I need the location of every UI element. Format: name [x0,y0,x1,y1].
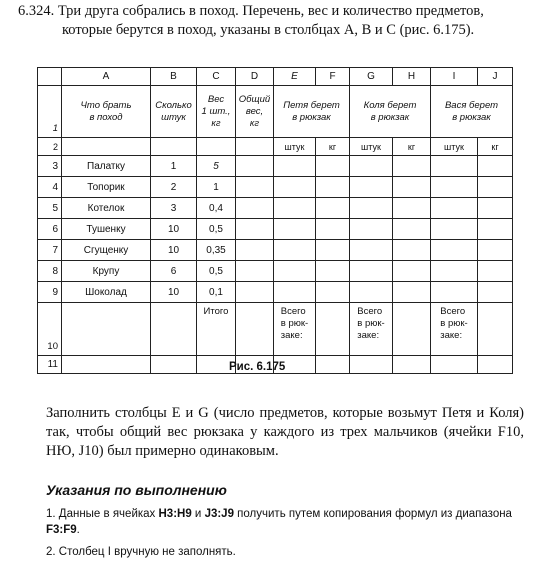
table-cell [478,356,513,374]
table-cell [62,356,151,374]
header-item: Что брать в поход [62,86,151,138]
table-cell [236,177,274,198]
row-number: 5 [38,198,62,219]
table-cell [274,261,316,282]
row-number: 10 [38,303,62,356]
problem-statement [18,2,538,40]
unit-cell: кг [478,138,513,156]
table-cell [151,356,197,374]
corner-cell [38,68,62,86]
table-cell [478,303,513,356]
problem-line-2: которые берутся в поход, указаны в столбцах А, В и С (рис. 6.175). [62,22,475,38]
header-vasya: Вася берет в рюкзак [431,86,513,138]
table-cell [274,240,316,261]
table-cell [350,356,393,374]
table-cell [350,240,393,261]
table-cell [316,240,350,261]
column-header: H [393,68,431,86]
row-number: 11 [38,356,62,374]
item-cell: Шоколад [62,282,151,303]
column-header: F [316,68,350,86]
table-row [38,198,513,219]
table-cell [274,156,316,177]
row-number: 7 [38,240,62,261]
spreadsheet-figure [37,67,513,374]
header-kolya: Коля берет в рюкзак [350,86,431,138]
table-cell [393,303,431,356]
table-cell [478,219,513,240]
hints-list [46,506,526,566]
table-row [38,219,513,240]
weight-cell: 5 [197,156,236,177]
backpack-total-label: Всего в рюк- заке: [350,303,393,356]
problem-line-1: Три друга собрались в поход. Перечень, вес и количество предметов, [57,3,484,19]
units-row [38,138,513,156]
table-cell [236,282,274,303]
total-label-cell: Итого [197,303,236,356]
table-cell [393,219,431,240]
table-cell [431,282,478,303]
table-cell [316,198,350,219]
table-row [38,261,513,282]
table-cell [316,156,350,177]
unit-cell: кг [316,138,350,156]
table-cell [236,219,274,240]
count-cell: 6 [151,261,197,282]
table-row [38,282,513,303]
table-cell [236,156,274,177]
hint-item-2: 2. Столбец I вручную не заполнять. [46,546,236,558]
table-cell [431,219,478,240]
header-count: Сколько штук [151,86,197,138]
weight-cell: 0,4 [197,198,236,219]
table-cell [350,219,393,240]
table-row [38,156,513,177]
table-cell [274,219,316,240]
item-cell: Палатку [62,156,151,177]
count-cell: 1 [151,156,197,177]
header-unit-weight: Вес 1 шт., кг [197,86,236,138]
weight-cell: 0,5 [197,261,236,282]
table-cell [316,219,350,240]
table-cell [478,198,513,219]
unit-cell: штук [431,138,478,156]
weight-cell: 1 [197,177,236,198]
table-cell [316,282,350,303]
table-cell [478,177,513,198]
row-number: 8 [38,261,62,282]
table-cell [62,138,151,156]
table-cell [236,198,274,219]
count-cell: 10 [151,219,197,240]
column-header: G [350,68,393,86]
table-cell [62,303,151,356]
unit-cell: кг [393,138,431,156]
item-cell: Котелок [62,198,151,219]
table-cell [197,138,236,156]
table-cell [274,282,316,303]
column-header: A [62,68,151,86]
header-total-weight: Общий вес, кг [236,86,274,138]
table-cell [393,177,431,198]
column-header: J [478,68,513,86]
table-cell [431,261,478,282]
table-cell [316,356,350,374]
table-cell [431,356,478,374]
row-number: 6 [38,219,62,240]
hints-heading: Указания по выполнению [46,482,227,498]
table-cell [478,240,513,261]
backpack-total-label: Всего в рюк- заке: [274,303,316,356]
table-cell [236,240,274,261]
count-cell: 3 [151,198,197,219]
table-cell [431,177,478,198]
unit-cell: штук [274,138,316,156]
row-number: 1 [38,86,62,138]
table-cell [350,156,393,177]
table-cell [350,282,393,303]
table-cell [393,198,431,219]
table-cell [350,177,393,198]
table-cell [274,177,316,198]
table-cell [478,282,513,303]
count-cell: 10 [151,240,197,261]
column-header: B [151,68,197,86]
table-cell [478,156,513,177]
table-cell [393,261,431,282]
item-cell: Сгущенку [62,240,151,261]
row-number: 3 [38,156,62,177]
table-cell [478,261,513,282]
item-cell: Тушенку [62,219,151,240]
backpack-total-label: Всего в рюк- заке: [431,303,478,356]
column-header: D [236,68,274,86]
table-cell [316,177,350,198]
weight-cell: 0,35 [197,240,236,261]
count-cell: 2 [151,177,197,198]
row-number: 2 [38,138,62,156]
table-cell [274,198,316,219]
row-number: 4 [38,177,62,198]
row-number: 9 [38,282,62,303]
table-cell [393,240,431,261]
column-header: E [274,68,316,86]
totals-row [38,303,513,356]
column-header: C [197,68,236,86]
table-row [38,240,513,261]
task-text: Заполнить столбцы Е и G (число предметов, которые возьмут Петя и Коля) так, чтобы общий вес рюкзака у каждого из трех мальчиков (ячейки F10, НЮ, J10) был примерно одинаковым. [46,405,524,459]
table-cell [431,240,478,261]
table-cell [151,138,197,156]
table-cell [236,261,274,282]
count-cell: 10 [151,282,197,303]
table-cell [393,282,431,303]
item-cell: Топорик [62,177,151,198]
figure-caption: Рис. 6.175 [229,361,286,373]
weight-cell: 0,1 [197,282,236,303]
table-cell [236,138,274,156]
table-cell [393,156,431,177]
column-header-row [38,68,513,86]
table-cell [393,356,431,374]
table-cell [431,198,478,219]
column-header: I [431,68,478,86]
table-cell [151,303,197,356]
item-cell: Крупу [62,261,151,282]
table-cell [316,261,350,282]
table-header-row [38,86,513,138]
table-cell [350,198,393,219]
hint-item-1: 1. Данные в ячейках H3:H9 и J3:J9 получить путем копирования формул из диапазона F3:F9. [46,508,512,536]
table-cell [316,303,350,356]
unit-cell: штук [350,138,393,156]
weight-cell: 0,5 [197,219,236,240]
header-petya: Петя берет в рюкзак [274,86,350,138]
table-cell [350,261,393,282]
problem-number: 6.324. [18,3,55,19]
table-cell [236,303,274,356]
table-cell [431,156,478,177]
table-row [38,177,513,198]
